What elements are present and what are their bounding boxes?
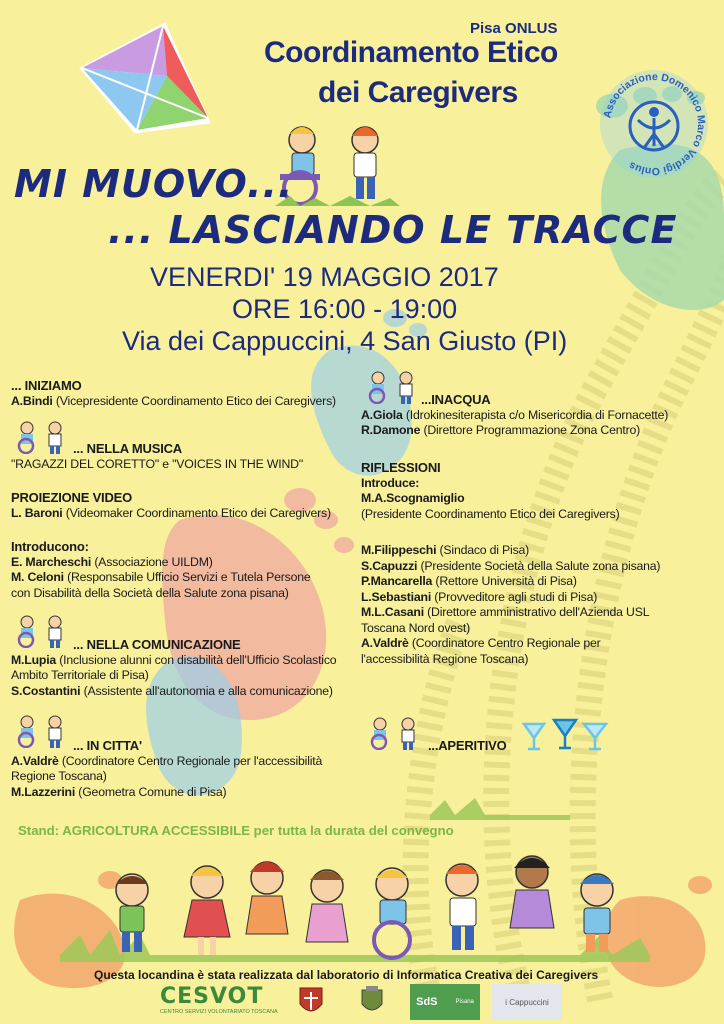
speaker-name: M.Lazzerini: [11, 784, 76, 799]
speaker-name: A.Valdrè: [11, 753, 59, 768]
logo-cesvot: [160, 984, 278, 1019]
section-heading: ... NELLA MUSICA: [73, 441, 182, 456]
section-heading: RIFLESSIONI: [361, 460, 441, 475]
cesvot-name: CESVOT: [160, 984, 264, 1009]
title-line1: MI MUOVO...: [14, 162, 294, 206]
speaker-name: A.Valdrè: [361, 636, 409, 650]
speaker-role: (Coordinatore Centro Regionale per: [411, 636, 601, 650]
speaker-role-cont: l'accessibilità Regione Toscana): [361, 651, 529, 666]
program-left-s6: [11, 738, 322, 800]
speaker-role-cont: Regione Toscana): [11, 769, 107, 783]
program-left-s4: [11, 539, 311, 601]
event-time: ORE 16:00 - 19:00: [232, 294, 458, 324]
speaker-name: M.Lupia: [11, 652, 57, 667]
speaker-role: (Coordinatore Centro Regionale per l'accessibilità: [61, 753, 323, 768]
mini-kids-icon: [366, 716, 424, 750]
logo-cappuccini: [492, 984, 562, 1020]
program-right-r2: [361, 460, 620, 522]
speaker-name: A.Bindi: [11, 393, 53, 408]
speaker-role: (Presidente Coordinamento Etico dei Caregivers): [361, 506, 620, 521]
section-heading: ...INACQUA: [421, 392, 491, 407]
stand-notice: Stand: AGRICOLTURA ACCESSIBILE per tutta la durata del convegno: [18, 823, 454, 838]
music-groups: "RAGAZZI DEL CORETTO" e "VOICES IN THE WIND": [11, 456, 303, 471]
speaker-role-cont: Ambito Territoriale di Pisa): [11, 668, 149, 682]
speaker-name: M.A.Scognamiglio: [361, 491, 465, 505]
association-badge-logo: [598, 68, 710, 180]
badge-text: Associazione Domenico Marco Verdigi Onlus: [601, 70, 708, 178]
speaker-role: (Associazione UILDM): [94, 554, 213, 569]
speaker-name: M.Filippeschi: [361, 543, 437, 557]
title-line2: ... LASCIANDO LE TRACCE: [108, 208, 678, 252]
program-left-s1: [11, 378, 336, 409]
org-name-line1: Coordinamento Etico: [264, 36, 558, 69]
speaker-name: L.Sebastiani: [361, 589, 432, 604]
sds-name: SdS: [416, 996, 438, 1008]
speaker-name: S.Capuzzi: [361, 558, 418, 573]
kite-illustration: [75, 18, 235, 138]
program-right-r3: [361, 543, 660, 667]
speaker-role: (Sindaco di Pisa): [439, 543, 530, 557]
speaker-role: (Vicepresidente Coordinamento Etico dei Caregivers): [55, 393, 336, 408]
speaker-role-cont: con Disabilità della Società della Salute zona pisana): [11, 585, 289, 600]
speaker-role: (Rettore Università di Pisa): [435, 574, 577, 588]
comune-crest-icon: [360, 986, 384, 1018]
cappuccini-name: i Cappuccini: [505, 997, 549, 1007]
speaker-name: S.Costantini: [11, 683, 81, 698]
logo-sds-pisana: [410, 984, 480, 1020]
speaker-role: (Geometra Comune di Pisa): [78, 784, 227, 799]
kids-group-illustration: [92, 842, 662, 962]
speaker-name: E. Marcheschi: [11, 554, 92, 569]
section-heading: ... NELLA COMUNICAZIONE: [73, 637, 241, 652]
section-heading: ... INIZIAMO: [11, 378, 82, 393]
org-name-line2: dei Caregivers: [318, 76, 518, 109]
speaker-name: L. Baroni: [11, 505, 63, 520]
section-heading: ... IN CITTA': [73, 738, 142, 753]
section-heading: ...APERITIVO: [428, 738, 507, 753]
speaker-role: (Videomaker Coordinamento Etico dei Caregivers): [65, 505, 331, 520]
speaker-role: (Assistente all'autonomia e alla comunicazione): [83, 683, 333, 698]
sds-subtitle: Pisana: [455, 999, 474, 1005]
program-left-s2: [11, 441, 303, 472]
event-place: Via dei Cappuccini, 4 San Giusto (PI): [122, 326, 568, 356]
speaker-role: (Presidente Società della Salute zona pisana): [420, 558, 661, 573]
comune-pisa-crest-icon: [298, 986, 324, 1018]
section-heading: Introducono:: [11, 539, 89, 554]
cocktail-glasses-icon: [520, 716, 610, 752]
speaker-role: (Responsabile Ufficio Servizi e Tutela Persone: [67, 570, 311, 584]
speaker-role-cont: Toscana Nord ovest): [361, 620, 470, 635]
speaker-name: M. Celoni: [11, 570, 64, 584]
program-right-r1: [361, 392, 668, 439]
program-left-s3: [11, 490, 331, 521]
speaker-role: (Direttore amministrativo dell'Azienda USL: [427, 605, 650, 619]
footer-credit: Questa locandina è stata realizzata dal laboratorio di Informatica Creativa dei Caregivers: [94, 968, 599, 982]
intro-label: Introduce:: [361, 475, 420, 490]
speaker-name: R.Damone: [361, 423, 421, 437]
program-left-s5: [11, 637, 336, 699]
speaker-role: (Inclusione alunni con disabilità dell'Ufficio Scolastico: [59, 652, 337, 667]
speaker-role: (Direttore Programmazione Zona Centro): [423, 423, 640, 437]
program-right-r4: [428, 738, 507, 754]
cesvot-subtitle: CENTRO SERVIZI VOLONTARIATO TOSCANA: [160, 1009, 278, 1015]
section-heading: PROIEZIONE VIDEO: [11, 490, 133, 505]
speaker-role: (Provveditore agli studi di Pisa): [434, 589, 598, 604]
speaker-role: (Idrokinesiterapista c/o Misericordia di Fornacette): [405, 407, 669, 422]
speaker-name: M.L.Casani: [361, 605, 424, 619]
org-city: Pisa ONLUS: [470, 20, 558, 37]
speaker-name: P.Mancarella: [361, 574, 433, 588]
event-date: VENERDI' 19 MAGGIO 2017: [150, 262, 499, 292]
speaker-name: A.Giola: [361, 407, 403, 422]
